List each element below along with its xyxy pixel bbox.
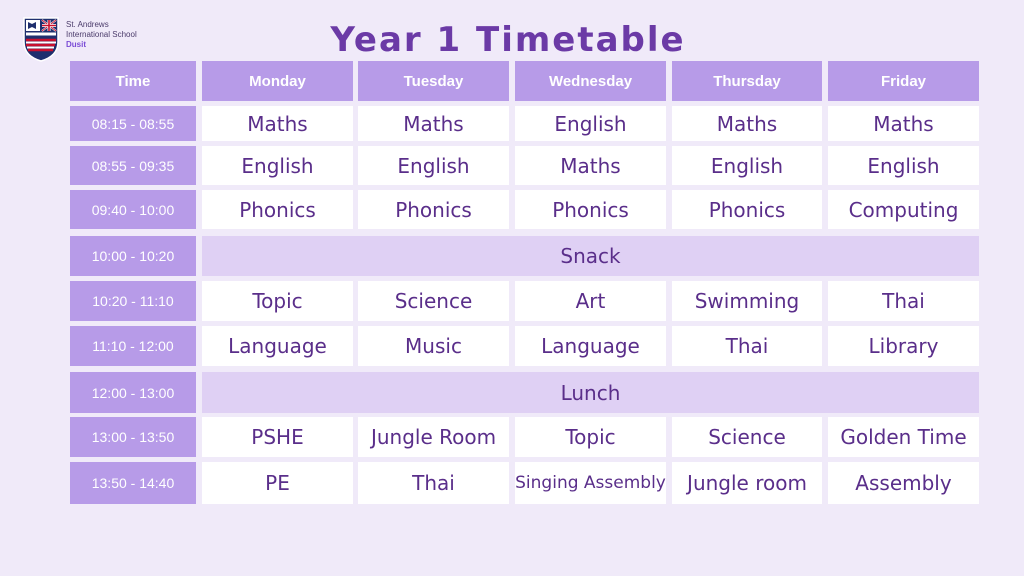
break-row: Lunch: [202, 372, 979, 413]
lesson-cell-tuesday: Maths: [358, 106, 509, 141]
time-slot: 08:15 - 08:55: [70, 106, 196, 141]
lesson-cell-thursday: Science: [672, 417, 822, 457]
time-slot: 08:55 - 09:35: [70, 146, 196, 185]
lesson-cell-monday: PSHE: [202, 417, 353, 457]
lesson-cell-monday: PE: [202, 462, 353, 504]
lesson-cell-friday: Golden Time: [828, 417, 979, 457]
time-slot: 10:00 - 10:20: [70, 236, 196, 276]
lesson-cell-thursday: Maths: [672, 106, 822, 141]
lesson-cell-tuesday: Jungle Room: [358, 417, 509, 457]
lesson-cell-tuesday: Phonics: [358, 190, 509, 229]
lesson-cell-wednesday: English: [515, 106, 666, 141]
lesson-cell-thursday: English: [672, 146, 822, 185]
lesson-cell-friday: Maths: [828, 106, 979, 141]
page-title: Year 1 Timetable: [330, 20, 686, 60]
lesson-cell-monday: Language: [202, 326, 353, 366]
lesson-cell-thursday: Jungle room: [672, 462, 822, 504]
lesson-cell-monday: Phonics: [202, 190, 353, 229]
time-slot: 09:40 - 10:00: [70, 190, 196, 229]
lesson-cell-wednesday: Singing Assembly: [515, 462, 666, 504]
lesson-cell-monday: Maths: [202, 106, 353, 141]
lesson-cell-friday: Computing: [828, 190, 979, 229]
lesson-cell-monday: Topic: [202, 281, 353, 321]
time-slot: 12:00 - 13:00: [70, 372, 196, 413]
header-time: Time: [70, 61, 196, 101]
lesson-cell-wednesday: Language: [515, 326, 666, 366]
lesson-cell-friday: Library: [828, 326, 979, 366]
timetable-grid: [70, 61, 979, 504]
break-row: Snack: [202, 236, 979, 276]
school-name-line3: Dusit: [66, 40, 86, 49]
lesson-cell-friday: Assembly: [828, 462, 979, 504]
lesson-cell-wednesday: Phonics: [515, 190, 666, 229]
lesson-cell-thursday: Swimming: [672, 281, 822, 321]
time-slot: 11:10 - 12:00: [70, 326, 196, 366]
lesson-cell-wednesday: Art: [515, 281, 666, 321]
lesson-cell-thursday: Thai: [672, 326, 822, 366]
header-monday: Monday: [202, 61, 353, 101]
lesson-cell-tuesday: Music: [358, 326, 509, 366]
time-slot: 10:20 - 11:10: [70, 281, 196, 321]
header-tuesday: Tuesday: [358, 61, 509, 101]
lesson-cell-tuesday: English: [358, 146, 509, 185]
lesson-cell-tuesday: Science: [358, 281, 509, 321]
header-friday: Friday: [828, 61, 979, 101]
lesson-cell-tuesday: Thai: [358, 462, 509, 504]
lesson-cell-wednesday: Topic: [515, 417, 666, 457]
lesson-cell-friday: English: [828, 146, 979, 185]
lesson-cell-monday: English: [202, 146, 353, 185]
header-wednesday: Wednesday: [515, 61, 666, 101]
lesson-cell-friday: Thai: [828, 281, 979, 321]
header-thursday: Thursday: [672, 61, 822, 101]
school-name-line2: International School: [66, 30, 137, 39]
lesson-cell-wednesday: Maths: [515, 146, 666, 185]
time-slot: 13:00 - 13:50: [70, 417, 196, 457]
time-slot: 13:50 - 14:40: [70, 462, 196, 504]
lesson-cell-thursday: Phonics: [672, 190, 822, 229]
school-name-line1: St. Andrews: [66, 20, 109, 29]
